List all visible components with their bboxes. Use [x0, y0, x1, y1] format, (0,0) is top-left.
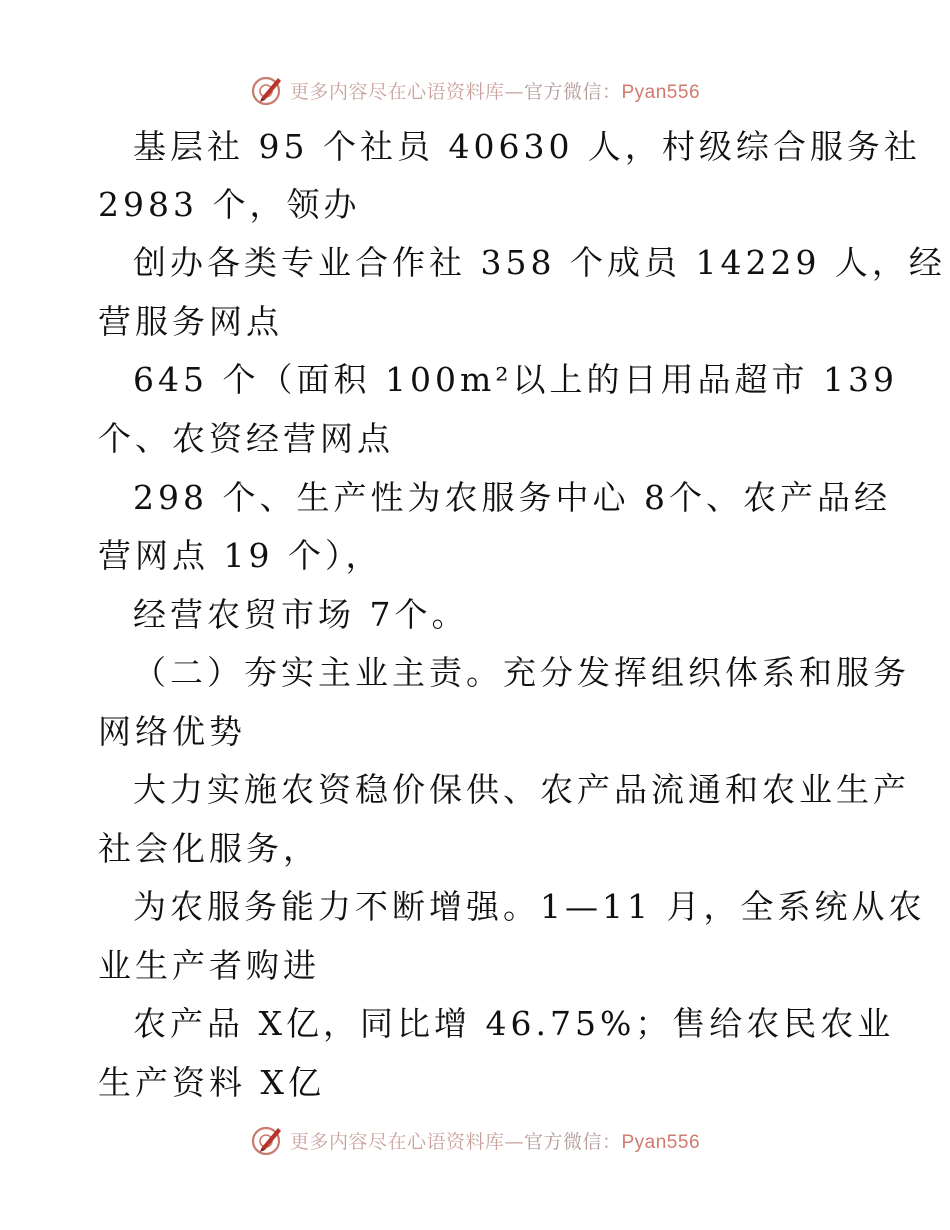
watermark-brand: 更多内容尽在心语资料库 [289, 80, 505, 103]
watermark-text [290, 1127, 700, 1154]
paragraph-line: 2983 个，领办 [98, 185, 361, 224]
footer-watermark [0, 1120, 950, 1160]
watermark-wechat-id: Pyan556 [621, 81, 701, 103]
paragraph-line: 个、农资经营网点 [98, 419, 394, 458]
header-watermark [0, 70, 950, 110]
watermark-text [290, 77, 700, 104]
paragraph-line: 营服务网点 [98, 302, 283, 341]
pen-logo-icon [250, 73, 284, 107]
paragraph-line: 基层社 95 个社员 40630 人，村级综合服务社 [133, 127, 921, 166]
paragraph-line: 社会化服务， [98, 829, 320, 868]
section-heading-line: （二）夯实主业主责。充分发挥组织体系和服务 [133, 653, 910, 692]
watermark-brand: 更多内容尽在心语资料库 [289, 1130, 505, 1153]
watermark-wechat-id: Pyan556 [621, 1131, 701, 1153]
watermark-wechat-label: 官方微信： [523, 80, 622, 103]
paragraph-line: 为农服务能力不断增强。1—11 月，全系统从农 [133, 887, 926, 926]
pen-logo-icon [250, 1123, 284, 1157]
paragraph-line: 经营农贸市场 7个。 [133, 595, 469, 634]
paragraph-line: 大力实施农资稳价保供、农产品流通和农业生产 [133, 770, 910, 809]
paragraph-line: 业生产者购进 [98, 946, 320, 985]
paragraph-line: 网络优势 [98, 712, 246, 751]
watermark-dash: — [504, 1130, 524, 1153]
paragraph-line: 农产品 X亿，同比增 46.75%；售给农民农业 [133, 1004, 895, 1043]
paragraph-line: 创办各类专业合作社 358 个成员 14229 人，经 [133, 243, 946, 282]
paragraph-line: 生产资料 X亿 [98, 1063, 325, 1102]
paragraph-line: 营网点 19 个）， [98, 536, 383, 575]
watermark-dash: — [504, 80, 524, 103]
watermark-wechat-label: 官方微信： [523, 1130, 622, 1153]
paragraph-line: 298 个、生产性为农服务中心 8个、农产品经 [133, 478, 891, 517]
paragraph-line: 645 个（面积 100m²以上的日用品超市 139 [133, 360, 898, 399]
